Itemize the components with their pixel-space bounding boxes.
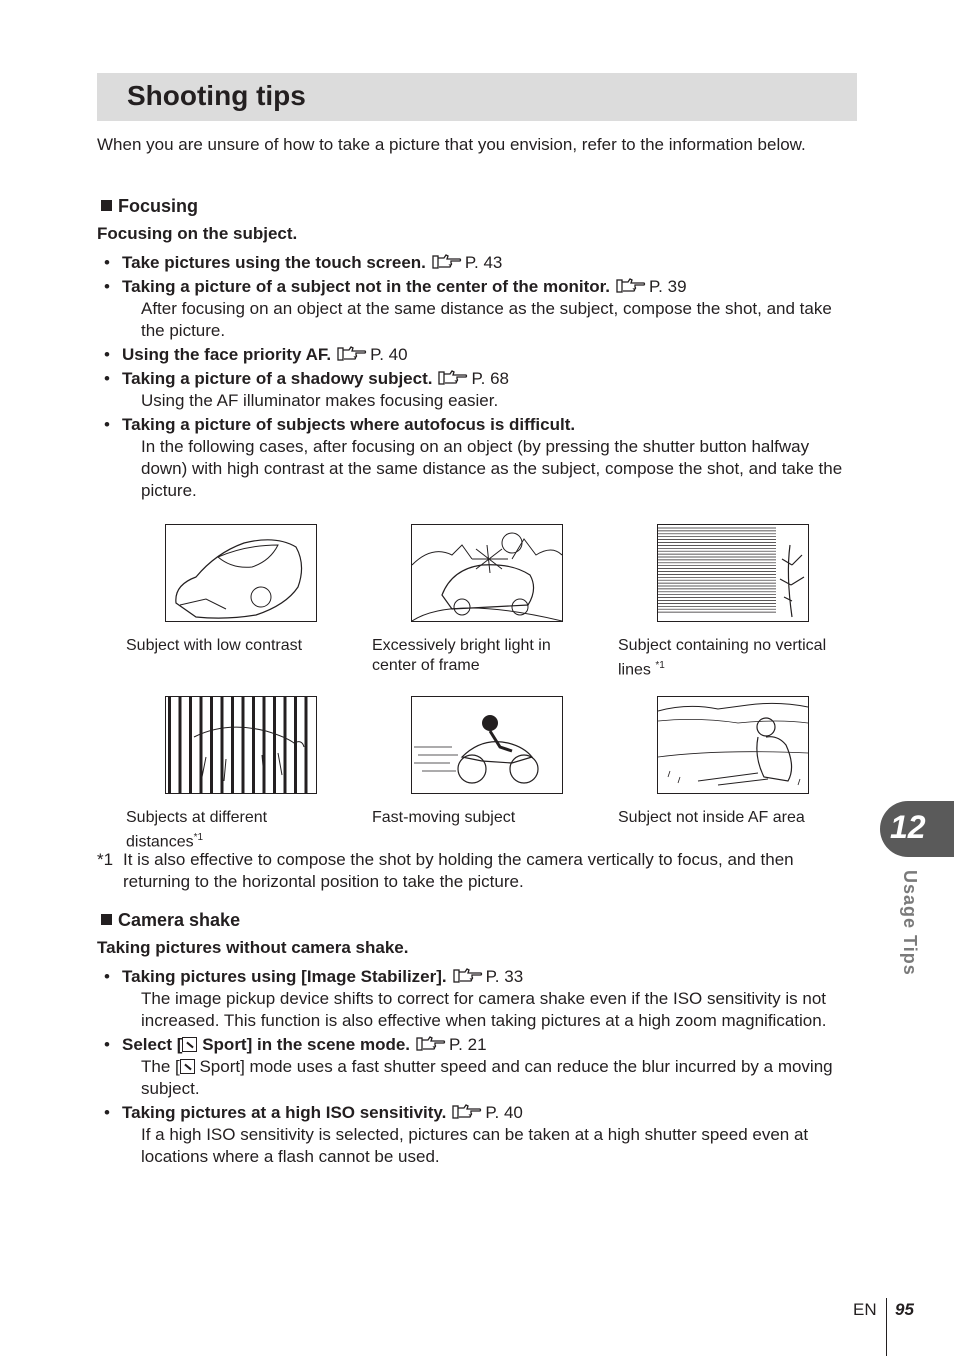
chapter-tab: 12 bbox=[880, 801, 954, 857]
item-description: In the following cases, after focusing on an object (by pressing the shutter button halfway down) with high contrast at the same distance as the subject, compose the shot, and take the picture. bbox=[141, 437, 843, 500]
caption-bright-light: Excessively bright light in center of frame bbox=[372, 637, 551, 674]
list-item: • Select [ Sport] in the scene mode. P. 21 The [ Sport] mode uses a fast shutter speed and can reduce the blur incurred by a moving subject. bbox=[104, 1034, 856, 1100]
black-square-icon bbox=[101, 914, 112, 925]
item-description: The [ Sport] mode uses a fast shutter speed and can reduce the blur incurred by a moving subject. bbox=[141, 1057, 833, 1098]
hand-pointer-icon bbox=[453, 968, 483, 984]
item-description: After focusing on an object at the same distance as the subject, compose the shot, and take the picture. bbox=[141, 299, 832, 340]
illustration-subject-off-center bbox=[657, 696, 809, 794]
caption-different-distances: Subjects at different distances$^{*1}$ bbox=[126, 809, 268, 851]
item-description: Using the AF illuminator makes focusing easier. bbox=[141, 391, 499, 410]
hand-pointer-icon bbox=[432, 254, 462, 270]
sport-scene-icon bbox=[182, 1037, 197, 1052]
sport-scene-icon bbox=[180, 1059, 195, 1074]
caption-no-vertical-lines: Subject containing no vertical lines $^{*1}$ bbox=[618, 637, 827, 679]
hand-pointer-icon bbox=[416, 1036, 446, 1052]
item-description: If a high ISO sensitivity is selected, pictures can be taken at a high shutter speed even at locations where a flash cannot be used. bbox=[141, 1125, 809, 1166]
illustration-horizontal-lines bbox=[657, 524, 809, 622]
caption-low-contrast: Subject with low contrast bbox=[126, 637, 303, 654]
illustration-low-contrast-car bbox=[165, 524, 317, 622]
intro-text: When you are unsure of how to take a picture that you envision, refer to the information below. bbox=[97, 135, 806, 154]
item-description: The image pickup device shifts to correct for camera shake even if the ISO sensitivity is not increased. This function is also effective when taking pictures at a high zoom magnification. bbox=[141, 989, 827, 1030]
focusing-list bbox=[104, 252, 856, 504]
list-item: • Take pictures using the touch screen. P. 43 bbox=[104, 253, 503, 272]
focusing-heading: Focusing bbox=[101, 196, 198, 217]
camera-shake-list bbox=[104, 966, 856, 1170]
camera-shake-heading: Camera shake bbox=[101, 910, 240, 931]
focusing-subheading: Focusing on the subject. bbox=[97, 224, 298, 243]
hand-pointer-icon bbox=[337, 346, 367, 362]
illustration-fast-moving bbox=[411, 696, 563, 794]
list-item: • Taking pictures at a high ISO sensitivity. P. 40 If a high ISO sensitivity is selected, pictures can be taken at a high shutter speed even at locations where a flash cannot be used. bbox=[104, 1102, 856, 1168]
hand-pointer-icon bbox=[452, 1104, 482, 1120]
page-title: Shooting tips bbox=[127, 80, 306, 111]
footer-divider bbox=[886, 1298, 887, 1356]
title-bar bbox=[97, 73, 857, 121]
chapter-label: Usage Tips bbox=[900, 870, 920, 976]
hand-pointer-icon bbox=[438, 370, 468, 386]
illustration-different-distances bbox=[165, 696, 317, 794]
caption-fast-moving: Fast-moving subject bbox=[372, 809, 516, 826]
caption-not-inside-af: Subject not inside AF area bbox=[618, 809, 805, 826]
camera-shake-subheading: Taking pictures without camera shake. bbox=[97, 938, 409, 957]
list-item: • Using the face priority AF. P. 40 bbox=[104, 345, 408, 364]
page-number: 95 bbox=[895, 1300, 914, 1319]
illustration-bright-light bbox=[411, 524, 563, 622]
hand-pointer-icon bbox=[616, 278, 646, 294]
footnote: *1 It is also effective to compose the shot by holding the camera vertically to focus, and then returning to the horizontal position to take the picture. bbox=[97, 850, 794, 891]
list-item: • Taking a picture of subjects where autofocus is difficult. In the following cases, after focusing on an object (by pressing the shutter button halfway down) with high contrast at the same distance as the subject, compose the shot, and take the picture. bbox=[104, 414, 856, 502]
list-item: • Taking a picture of a subject not in the center of the monitor. P. 39 After focusing on an object at the same distance as the subject, compose the shot, and take the picture. bbox=[104, 276, 856, 342]
list-item: • Taking a picture of a shadowy subject. P. 68 Using the AF illuminator makes focusing easier. bbox=[104, 368, 856, 412]
language-code: EN bbox=[853, 1300, 877, 1319]
black-square-icon bbox=[101, 200, 112, 211]
list-item: • Taking pictures using [Image Stabilizer]. P. 33 The image pickup device shifts to correct for camera shake even if the ISO sensitivity is not increased. This function is also effective when taking pictures at a high zoom magnification. bbox=[104, 966, 856, 1032]
